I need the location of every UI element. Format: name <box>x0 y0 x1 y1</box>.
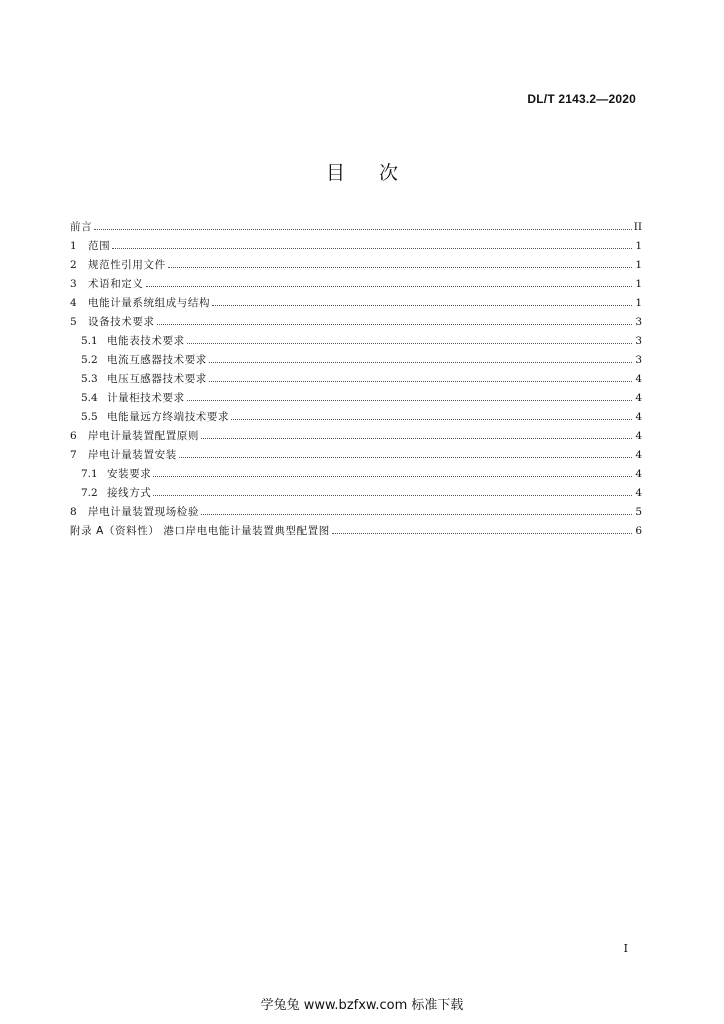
toc-entry-label: 岸电计量装置配置原则 <box>88 430 199 442</box>
toc-entry-page: 3 <box>635 354 642 366</box>
toc-entry-page: 6 <box>635 525 642 537</box>
toc-leader-dots <box>179 457 632 458</box>
toc-entry-label: 电能计量系统组成与结构 <box>88 297 211 309</box>
toc-entry[interactable] <box>70 504 642 523</box>
toc-entry-number: 5.1 <box>81 335 98 347</box>
toc-entry[interactable] <box>70 371 642 390</box>
toc-leader-dots <box>209 362 632 363</box>
toc-leader-dots <box>187 343 632 344</box>
table-of-contents <box>70 219 642 542</box>
toc-leader-dots <box>94 229 632 230</box>
toc-entry-page: 4 <box>635 468 642 480</box>
toc-entry-label: 电压互感器技术要求 <box>107 373 207 385</box>
toc-entry-page: 4 <box>635 392 642 404</box>
toc-entry[interactable] <box>70 219 642 238</box>
toc-entry-page: 5 <box>635 506 642 518</box>
toc-entry-label: 范围 <box>88 240 111 252</box>
toc-entry-label: 电流互感器技术要求 <box>107 354 207 366</box>
toc-leader-dots <box>153 495 632 496</box>
toc-leader-dots <box>187 400 632 401</box>
toc-entry-label: 岸电计量装置现场检验 <box>88 506 199 518</box>
toc-entry[interactable] <box>70 447 642 466</box>
toc-entry[interactable] <box>70 314 642 333</box>
toc-entry-number: 7.1 <box>81 468 98 480</box>
toc-entry[interactable] <box>70 333 642 352</box>
toc-entry-label: 安装要求 <box>107 468 152 480</box>
toc-entry-label: 岸电计量装置安装 <box>88 449 177 461</box>
toc-entry-page: 4 <box>635 411 642 423</box>
toc-entry-number: 4 <box>70 297 77 309</box>
toc-entry[interactable] <box>70 485 642 504</box>
toc-entry-number: 5.2 <box>81 354 98 366</box>
toc-leader-dots <box>212 305 632 306</box>
toc-entry-page: 1 <box>635 278 642 290</box>
toc-entry-page: 1 <box>635 259 642 271</box>
toc-entry-page: 3 <box>635 316 642 328</box>
toc-entry-page: 1 <box>635 297 642 309</box>
toc-entry-page: 1 <box>635 240 642 252</box>
toc-entry-label: 术语和定义 <box>88 278 144 290</box>
toc-entry-page: 4 <box>635 487 642 499</box>
toc-entry[interactable] <box>70 352 642 371</box>
toc-entry[interactable] <box>70 428 642 447</box>
toc-entry[interactable] <box>70 466 642 485</box>
toc-entry-number: 3 <box>70 278 77 290</box>
toc-leader-dots <box>168 267 632 268</box>
toc-entry-label: 附录 A（资料性） 港口岸电电能计量装置典型配置图 <box>70 525 330 537</box>
toc-entry-number: 5 <box>70 316 77 328</box>
toc-entry-number: 8 <box>70 506 77 518</box>
toc-title: 目 次 <box>325 162 399 184</box>
toc-entry-number: 1 <box>70 240 77 252</box>
toc-entry[interactable] <box>70 523 642 542</box>
toc-entry-number: 7.2 <box>81 487 98 499</box>
toc-entry-number: 7 <box>70 449 77 461</box>
toc-entry[interactable] <box>70 276 642 295</box>
toc-entry[interactable] <box>70 390 642 409</box>
toc-leader-dots <box>209 381 632 382</box>
toc-entry[interactable] <box>70 409 642 428</box>
toc-leader-dots <box>201 514 632 515</box>
toc-entry-page: II <box>633 221 642 233</box>
toc-entry-label: 电能量远方终端技术要求 <box>107 411 230 423</box>
toc-entry-number: 5.5 <box>81 411 98 423</box>
toc-entry[interactable] <box>70 257 642 276</box>
toc-entry-label: 计量柜技术要求 <box>107 392 185 404</box>
toc-leader-dots <box>332 533 632 534</box>
toc-entry-label: 前言 <box>70 221 93 233</box>
toc-entry-label: 接线方式 <box>107 487 152 499</box>
toc-entry-page: 3 <box>635 335 642 347</box>
toc-leader-dots <box>112 248 632 249</box>
toc-entry[interactable] <box>70 295 642 314</box>
toc-entry-number: 5.4 <box>81 392 98 404</box>
toc-entry-number: 2 <box>70 259 77 271</box>
toc-entry-page: 4 <box>635 430 642 442</box>
footer-watermark: 学兔兔 www.bzfxw.com 标准下载 <box>260 998 464 1013</box>
toc-entry-label: 设备技术要求 <box>88 316 155 328</box>
toc-leader-dots <box>157 324 632 325</box>
toc-entry-page: 4 <box>635 373 642 385</box>
toc-entry-label: 电能表技术要求 <box>107 335 185 347</box>
toc-leader-dots <box>201 438 632 439</box>
page-number: I <box>623 942 628 955</box>
toc-entry-page: 4 <box>635 449 642 461</box>
toc-entry-number: 6 <box>70 430 77 442</box>
toc-entry-label: 规范性引用文件 <box>88 259 166 271</box>
toc-leader-dots <box>231 419 632 420</box>
standard-code: DL/T 2143.2—2020 <box>527 92 636 106</box>
toc-leader-dots <box>146 286 633 287</box>
toc-entry-number: 5.3 <box>81 373 98 385</box>
toc-leader-dots <box>153 476 632 477</box>
toc-entry[interactable] <box>70 238 642 257</box>
